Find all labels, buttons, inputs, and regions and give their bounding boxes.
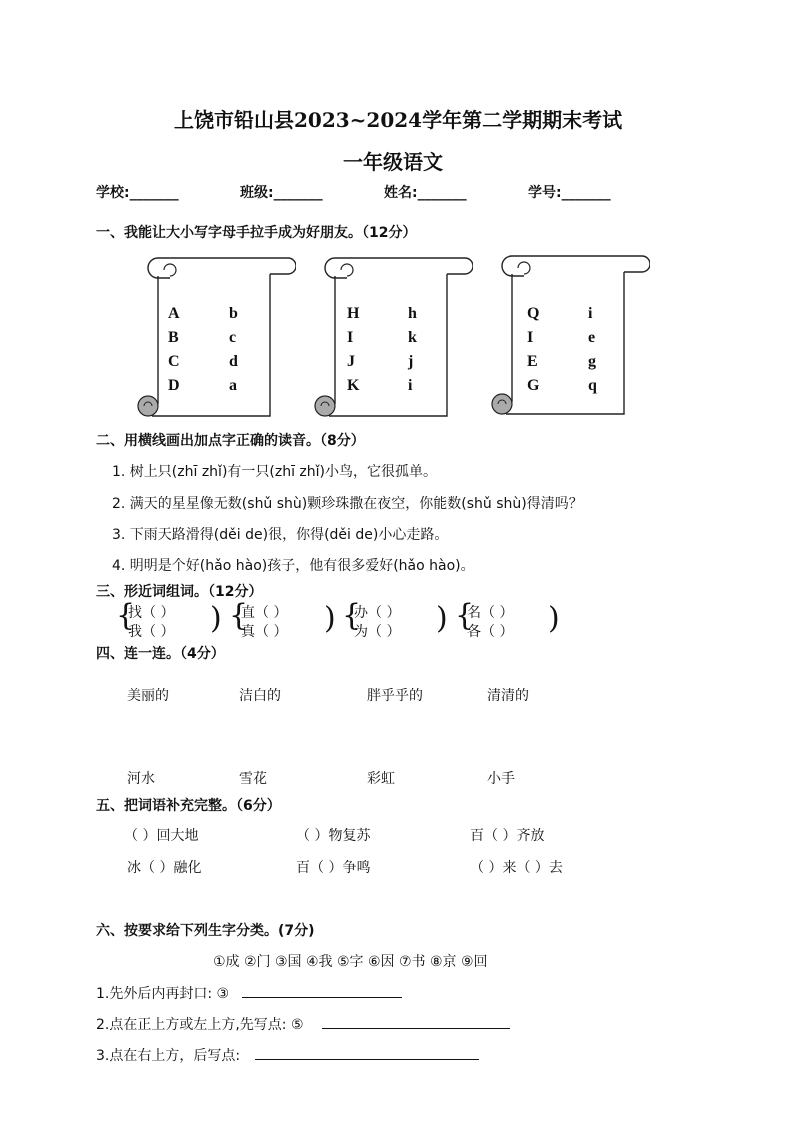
pinyin-question[interactable]: 1. 树上只(zhī zhǐ)有一只(zhī zhǐ)小鸟，它很孤单。	[112, 464, 438, 480]
letter-upper[interactable]: K	[347, 377, 360, 394]
letter-lower[interactable]: b	[229, 305, 238, 322]
letter-upper[interactable]: E	[527, 353, 538, 370]
fill-phrase[interactable]: （ ）来（ ）去	[470, 860, 563, 876]
fill-phrase[interactable]: （ ）物复苏	[296, 828, 371, 844]
match-word-bottom[interactable]: 河水	[127, 771, 155, 787]
letter-lower[interactable]: d	[229, 353, 238, 370]
match-word-bottom[interactable]: 雪花	[239, 771, 267, 787]
right-paren: )	[436, 601, 448, 636]
word-pair-bottom[interactable]: 为（ ）	[354, 624, 401, 640]
letter-lower[interactable]: i	[588, 305, 593, 322]
character-list: ①成 ②门 ③国 ④我 ⑤字 ⑥因 ⑦书 ⑧京 ⑨回	[213, 954, 488, 970]
letter-upper[interactable]: A	[168, 305, 180, 322]
right-paren: )	[548, 601, 560, 636]
scroll-frame-3	[484, 252, 650, 420]
section-4-heading: 四、连一连。（4分）	[96, 646, 225, 662]
letter-upper[interactable]: B	[168, 329, 179, 346]
letter-upper[interactable]: J	[347, 353, 355, 370]
fill-phrase[interactable]: 冰（ ）融化	[127, 860, 202, 876]
field-number[interactable]: 学号:_______	[528, 185, 611, 201]
section-1-heading: 一、我能让大小写字母手拉手成为好朋友。（12分）	[96, 225, 417, 241]
letter-lower[interactable]: k	[408, 329, 417, 346]
pinyin-question[interactable]: 3. 下雨天路滑得(děi de)很，你得(děi de)小心走路。	[112, 527, 449, 543]
left-brace: {	[455, 598, 475, 633]
field-name[interactable]: 姓名:_______	[384, 185, 467, 201]
word-pair-top[interactable]: 办（ ）	[354, 605, 401, 621]
page-subtitle: 一年级语文	[343, 150, 443, 174]
letter-upper[interactable]: Q	[527, 305, 540, 322]
left-brace: {	[116, 598, 136, 633]
match-word-bottom[interactable]: 小手	[487, 771, 515, 787]
classify-question-3-label: 3.点在右上方，后写点:	[96, 1048, 241, 1064]
field-school[interactable]: 学校:_______	[96, 185, 179, 201]
fill-phrase[interactable]: 百（ ）齐放	[470, 828, 545, 844]
page-title: 上饶市铅山县2023~2024学年第二学期期末考试	[174, 108, 623, 132]
letter-lower[interactable]: j	[408, 353, 414, 370]
section-3-heading: 三、形近词组词。（12分）	[96, 584, 263, 600]
letter-lower[interactable]: h	[408, 305, 417, 322]
letter-upper[interactable]: I	[347, 329, 354, 346]
letter-lower[interactable]: a	[229, 377, 237, 394]
answer-line[interactable]	[255, 1059, 479, 1060]
letter-lower[interactable]: q	[588, 377, 597, 394]
classify-question-3[interactable]	[96, 1045, 479, 1065]
word-pair-bottom[interactable]: 真（ ）	[241, 624, 288, 640]
classify-question-2-label: 2.点在正上方或左上方,先写点: ⑤	[96, 1017, 304, 1033]
match-word-top[interactable]: 美丽的	[127, 688, 169, 704]
letter-lower[interactable]: i	[408, 377, 413, 394]
section-2-heading: 二、用横线画出加点字正确的读音。（8分）	[96, 433, 365, 449]
classify-question-2[interactable]	[96, 1014, 510, 1034]
match-word-top[interactable]: 清清的	[487, 688, 529, 704]
fill-phrase[interactable]: 百（ ）争鸣	[296, 860, 371, 876]
word-pair-top[interactable]: 找（ ）	[128, 605, 175, 621]
letter-upper[interactable]: D	[168, 377, 180, 394]
answer-line[interactable]	[322, 1028, 510, 1029]
field-class[interactable]: 班级:_______	[240, 185, 323, 201]
scroll-frame-1	[130, 254, 296, 422]
classify-question-1-label: 1.先外后内再封口: ③	[96, 986, 230, 1002]
letter-upper[interactable]: H	[347, 305, 360, 322]
letter-upper[interactable]: I	[527, 329, 534, 346]
word-pair-top[interactable]: 名（ ）	[467, 605, 514, 621]
letter-lower[interactable]: c	[229, 329, 237, 346]
letter-upper[interactable]: C	[168, 353, 180, 370]
match-word-bottom[interactable]: 彩虹	[367, 771, 395, 787]
right-paren: )	[210, 601, 222, 636]
letter-upper[interactable]: G	[527, 377, 540, 394]
match-word-top[interactable]: 胖乎乎的	[367, 688, 423, 704]
pinyin-question[interactable]: 2. 满天的星星像无数(shǔ shù)颗珍珠撒在夜空，你能数(shǔ shù)得清吗？	[112, 496, 583, 512]
word-pair-top[interactable]: 直（ ）	[241, 605, 288, 621]
word-pair-bottom[interactable]: 我（ ）	[128, 624, 175, 640]
match-word-top[interactable]: 洁白的	[239, 688, 281, 704]
left-brace: {	[342, 598, 362, 633]
letter-lower[interactable]: e	[588, 329, 596, 346]
section-6-heading: 六、按要求给下列生字分类。(7分)	[96, 923, 315, 939]
fill-phrase[interactable]: （ ）回大地	[124, 828, 199, 844]
answer-line[interactable]	[242, 997, 402, 998]
pinyin-question[interactable]: 4. 明明是个好(hǎo hào)孩子，他有很多爱好(hǎo hào)。	[112, 558, 475, 574]
right-paren: )	[324, 601, 336, 636]
word-pair-bottom[interactable]: 各（ ）	[467, 624, 514, 640]
left-brace: {	[229, 598, 249, 633]
classify-question-1[interactable]	[96, 983, 402, 1003]
scroll-frame-2	[307, 254, 473, 422]
letter-lower[interactable]: g	[588, 353, 596, 370]
section-5-heading: 五、把词语补充完整。（6分）	[96, 798, 281, 814]
